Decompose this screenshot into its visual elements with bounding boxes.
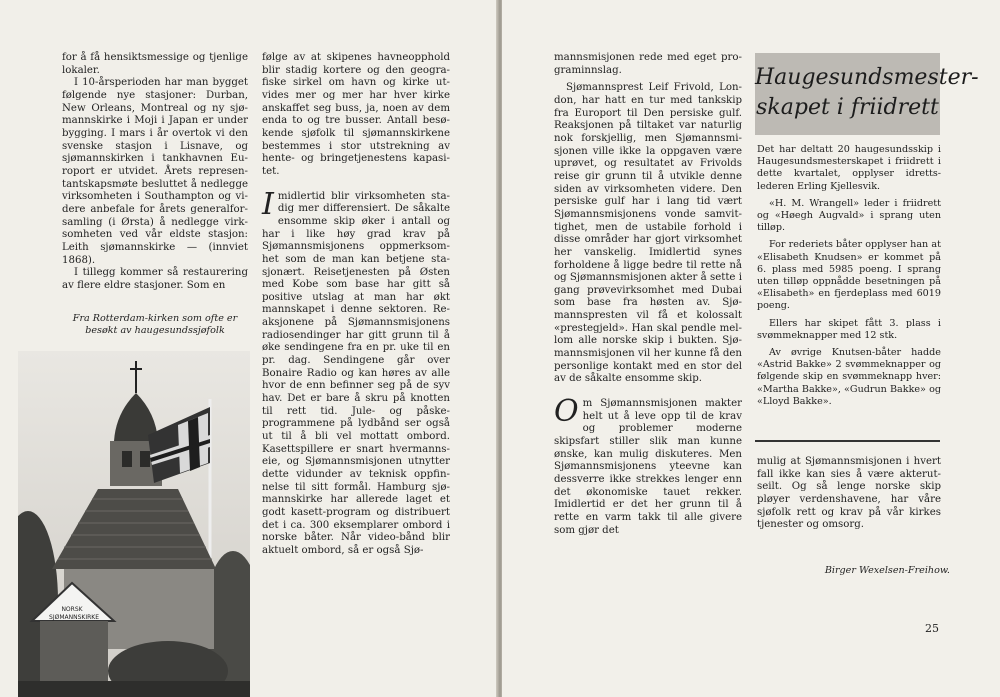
paragraph: I tillegg kommer så restaurering av flere eldre stasjoner. Som en: [62, 267, 248, 291]
right-column-2-continued: [757, 456, 941, 532]
drop-cap: O: [554, 394, 579, 430]
paragraph: I 10-årsperioden har man bygget følgende nye stasjoner: Durban, New Orleans, Montreal og ny sjømannskirke i Moji i Japan er under bygging. I mars i år overtok vi den svenske stasjon i Lisnave, og sjømannskirken i tankhavnen Europort er utvidet. Årets representantskapsmøte besluttet å nedlegge virksomheten i Southampton og videre anbefale for årets generalforsamling (i Ørsta) å nedlegge virksomheten ved vår eldste stasjon: Leith sjømannskirke — (innviet 1868).: [62, 77, 248, 266]
church-sign-line-1: NORSK: [61, 606, 83, 613]
left-page: [0, 0, 498, 697]
paragraph: Sjømannsprest Leif Frivold, London, har hatt en tur med tankskip fra Europort til Den persiske gulf. Reaksjonen på tiltaket var naturlig nok forskjellig, men Sjømannsmisjonen ville ikke la oppgaven være uprøvet, og resultatet av Frivolds reise gir grunn til å utvikle denne siden av virksomheten videre. Den persiske gulf har i lang tid vært Sjømannsmisjonens vonde samvittighet, men de ustabile forhold i disse områder har gjort virksomhet her vanskelig. Imidlertid synes forholdene å ligge bedre til rette nå og Sjømannsmisjonen akter å sette i gang prøvevirksomhet med Dubai som base fra høsten av. Sjømannspresten vil få et kolossalt «prestegjeld». Han skal pendle mellom alle norske skip i bukten. Sjømannsmisjonen vil her kunne få den personlige kontakt med en stor del av de såkalte ensomme skip.: [554, 82, 742, 385]
right-column-1: [554, 52, 742, 537]
church-illustration: [18, 351, 250, 697]
section-heading-line-1: Haugesundsmester-: [755, 65, 979, 90]
page-number: 25: [925, 622, 939, 635]
paragraph: «H. M. Wrangell» leder i friidrett og «Høegh Augvald» i sprang uten tilløp.: [757, 197, 941, 234]
section-heading-line-2: skapet i friidrett: [756, 95, 939, 120]
paragraph: mulig at Sjømannsmisjonen i hvert fall ikke kan sies å være akterutseilt. Og så lenge norske skip pløyer verdenshavene, har våre sjøfolk rett og krav på vår kirkes tjenester og omsorg.: [757, 456, 941, 531]
paragraph: [554, 394, 742, 537]
church-photo: [18, 351, 250, 697]
photo-caption: Fra Rotterdam-kirken som ofte er besøkt av haugesundssjøfolk: [72, 313, 238, 336]
paragraph: Ellers har skipet fått 3. plass i svømmeknapper med 12 stk.: [757, 317, 941, 341]
paragraph: mannsmisjonen rede med eget programinnslag.: [554, 52, 742, 76]
paragraph: Det har deltatt 20 haugesundsskip i Haugesundsmesterskapet i friidrett i dette kvartalet, opplyser idrettslederen Erling Kjellesvik.: [757, 144, 941, 192]
paragraph: for å få hensiktsmessige og tjenlige lokaler.: [62, 52, 248, 76]
left-column-2: [262, 52, 450, 558]
right-column-2: [757, 144, 941, 408]
author-signature: Birger Wexelsen-Freihow.: [824, 565, 950, 576]
church-sign-line-2: SJØMANNSKIRKE: [49, 614, 99, 621]
left-column-1: [62, 52, 248, 292]
paragraph: Av øvrige Knutsen-båter hadde «Astrid Bakke» 2 svømmeknapper og følgende skip en svømmeknapp hver: «Martha Bakke», «Gudrun Bakke» og «Lloyd Bakke».: [757, 347, 941, 407]
drop-cap: I: [262, 186, 274, 222]
paragraph-text: m Sjømannsmisjonen makter helt ut å leve opp til de krav og problemer moderne skipsfart stiller slik man kunne ønske, kan mulig diskuteres. Men Sjømannsmisjonens yteevne kan dessverre ikke strekkes lenger enn det økonomiske tauet rekker. Imidlertid er det her grunn til å rette en varm takk til alle givere som gjør det: [554, 398, 742, 536]
paragraph-text: midlertid blir virksomheten stadig mer differensiert. De såkalte ensomme skip øker i antall og har i like høy grad krav på Sjømannsmisjonens oppmerksomhet som de man kan betjene stasjonært. Reisetjenesten på Østen med Kobe som base har gitt så positive utslag at man har økt mannskapet i denne sektoren. Reaksjonene på Sjømannsmisjonens radiosendinger har gitt grunn til å øke sendingene fra en pr. uke til en pr. dag. Sendingene går over Bonaire Radio og kan høres av alle hvor de enn befinner seg på de syv hav. Det er bare å skru på knotten til rett tid. Jule- og påskeprogrammene på lydbånd ser også ut til å bli vel mottatt ombord. Kasettspillere er snart hvermannseie, og Sjømannsmisjonen utnytter dette vidunder av teknisk oppfinnelse til sitt formål. Hamburg sjømannskirke har allerede laget et godt kasett-program og distribuert det i ca. 300 eksemplarer ombord i norske båter. Når video-bånd blir aktuelt ombord, så er også Sjø-: [262, 190, 450, 556]
paragraph: følge av at skipenes havneopphold blir stadig kortere og den geografiske sirkel om havn og kirke utvides mer og mer har hver kirke anskaffet seg buss, ja, noen av dem enda to og tre busser. Antall besøkende sjøfolk til sjømannskirkene bestemmes i stor utstrekning av hente- og bringetjenestens kapasitet.: [262, 52, 450, 177]
paragraph: [262, 186, 450, 558]
section-divider: [755, 440, 940, 442]
section-heading-box: [755, 53, 979, 135]
paragraph: For rederiets båter opplyser han at «Elisabeth Knudsen» er kommet på 6. plass med 5985 poeng. I sprang uten tilløp oppnådde besetningen på «Elisabeth» en fjerdeplass med 6019 poeng.: [757, 239, 941, 312]
